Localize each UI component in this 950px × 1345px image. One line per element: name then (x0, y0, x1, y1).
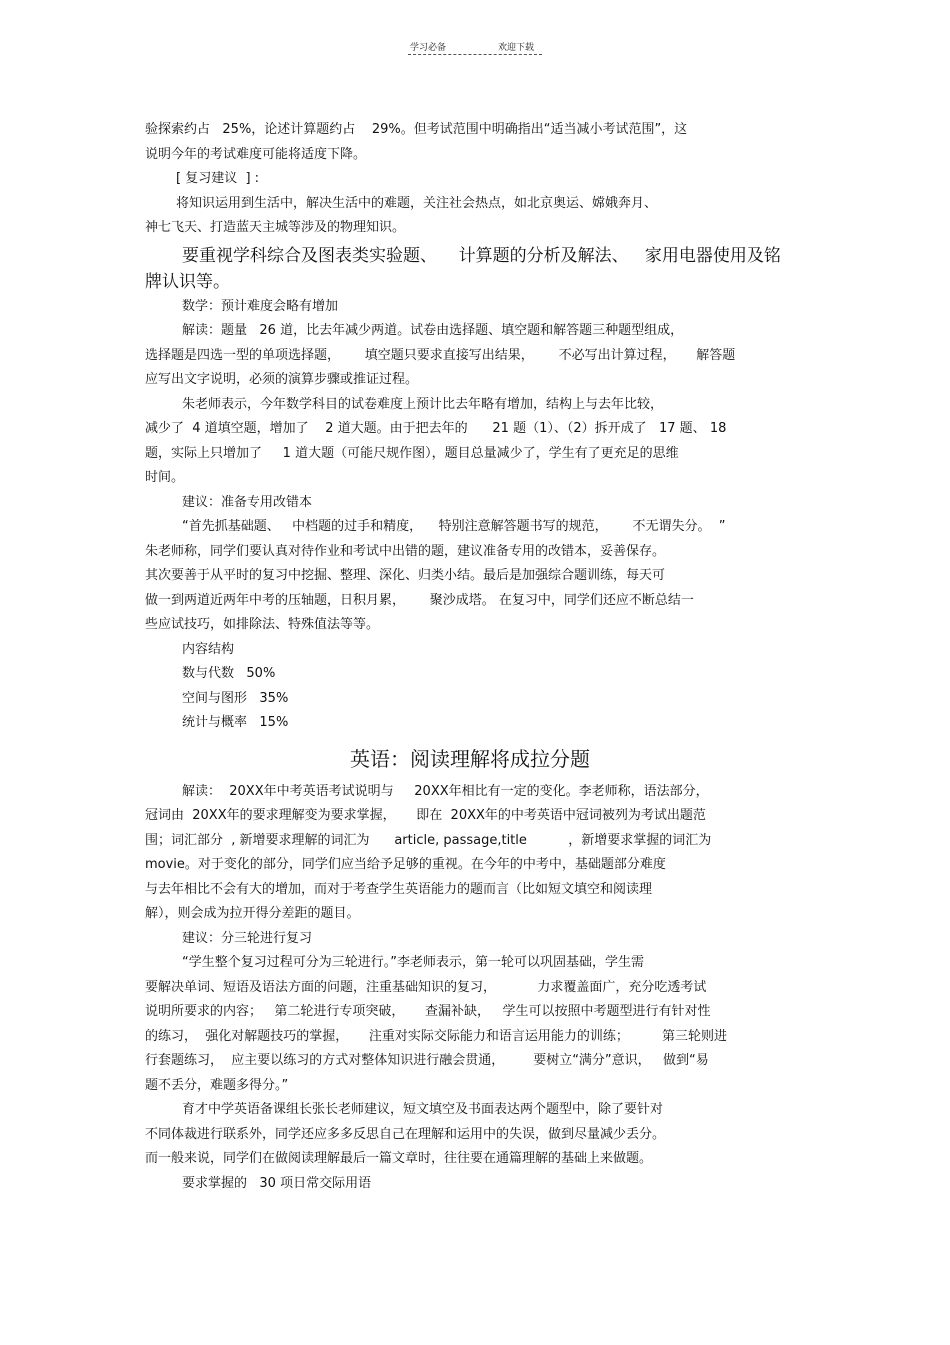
header-left-text: 学习必备 (410, 43, 447, 53)
emphasis-line: 牌认识等。 (145, 271, 230, 292)
paragraph-line: 减少了 4 道填空题，增加了 2 道大题。由于把去年的 21 题（1）、（2）拆开成了 17 题、 18 (145, 421, 727, 436)
paragraph-line: “首先抓基础题、 中档题的过手和精度， 特别注意解答题书写的规范， 不无谓失分。 ” (182, 519, 726, 534)
paragraph-line: 要求掌握的 30 项日常交际用语 (182, 1175, 372, 1191)
structure-item: 空间与图形 35% (182, 690, 289, 706)
paragraph-line: 朱老师称，同学们要认真对待作业和考试中出错的题，建议准备专用的改错本，妥善保存。 (145, 543, 666, 559)
header-divider (408, 54, 542, 55)
paragraph-line: 解），则会成为拉开得分差距的题目。 (145, 906, 360, 921)
paragraph-line: 行套题练习， 应主要以练习的方式对整体知识进行融会贯通， 要树立“满分”意识， 做到“易 (145, 1053, 709, 1068)
structure-item: 数与代数 50% (182, 666, 276, 681)
paragraph-line: 题，实际上只增加了 1 道大题（可能尺规作图），题目总量减少了，学生有了更充足的思维 (145, 445, 679, 461)
header-right-text: 欢迎下载 (498, 43, 535, 53)
paragraph-line: 冠词由 20XX年的要求理解变为要求掌握， 即在 20XX年的中考英语中冠词被列为考试出题范 (145, 808, 706, 823)
structure-item: 统计与概率 15% (182, 715, 289, 730)
paragraph-line: 与去年相比不会有大的增加，而对于考查学生英语能力的题而言（比如短文填空和阅读理 (145, 881, 653, 897)
paragraph-line: 时间。 (145, 470, 185, 485)
paragraph-line: 其次要善于从平时的复习中挖掘、整理、深化、归类小结。最后是加强综合题训练，每天可 (145, 568, 666, 583)
paragraph-line: “学生整个复习过程可分为三轮进行。”李老师表示，第一轮可以巩固基础，学生需 (182, 955, 644, 970)
paragraph-line: 将知识运用到生活中，解决生活中的难题，关注社会热点，如北京奥运、嫦娥奔月、 (176, 195, 658, 211)
paragraph-line: 的练习， 强化对解题技巧的掌握， 注重对实际交际能力和语言运用能力的训练； 第三轮则进 (145, 1028, 727, 1044)
paragraph-line: movie。对于变化的部分，同学们应当给予足够的重视。在今年的中考中，基础题部分难度 (145, 857, 666, 872)
paragraph-line: 应写出文字说明，必须的演算步骤或推证过程。 (145, 372, 419, 387)
paragraph-line: 要解决单词、短语及语法方面的问题，注重基础知识的复习， 力求覆盖面广，充分吃透考试 (145, 979, 707, 995)
paragraph-line: 神七飞天、打造蓝天主城等涉及的物理知识。 (145, 220, 406, 235)
subject-heading-math: 数学：预计难度会略有增加 (182, 298, 339, 314)
paragraph-line: 验探索约占 25%，论述计算题约占 29%。但考试范围中明确指出“适当减小考试范围”，这 (145, 122, 688, 137)
paragraph-line: 做一到两道近两年中考的压轴题，日积月累， 聚沙成塔。 在复习中，同学们还应不断总结一 (145, 592, 694, 608)
paragraph-line: 育才中学英语备课组长张长老师建议，短文填空及书面表达两个题型中，除了要针对 (182, 1102, 664, 1117)
paragraph-line: 不同体裁进行联系外，同学还应多多反思自己在理解和运用中的失误，做到尽量减少丢分。 (145, 1126, 666, 1142)
content-structure-heading: 内容结构 (182, 641, 235, 657)
emphasis-line: 要重视学科综合及图表类实验题、 计算题的分析及解法、 家用电器使用及铭 (182, 245, 781, 266)
paragraph-line: 解读：题量 26 道，比去年减少两道。试卷由选择题、填空题和解答题三种题型组成， (182, 323, 684, 338)
paragraph-line: 些应试技巧，如排除法、特殊值法等等。 (145, 617, 380, 632)
paragraph-line: 说明所要求的内容； 第二轮进行专项突破， 查漏补缺， 学生可以按照中考题型进行有针对性 (145, 1004, 711, 1019)
paragraph-line: 说明今年的考试难度可能将适度下降。 (145, 146, 367, 162)
paragraph-line: 选择题是四选一型的单项选择题， 填空题只要求直接写出结果， 不必写出计算过程， 解答题 (145, 347, 736, 363)
document-body (145, 118, 810, 1196)
paragraph-line: 而一般来说，同学们在做阅读理解最后一篇文章时，往往要在通篇理解的基础上来做题。 (145, 1151, 653, 1166)
advice-heading: 建议：分三轮进行复习 (182, 930, 313, 946)
paragraph-line: 围；词汇部分 , 新增要求理解的词汇为 article, passage,title ，新增要求掌握的词汇为 (145, 832, 712, 848)
paragraph-line: 解读： 20XX年中考英语考试说明与 20XX年相比有一定的变化。李老师称，语法部分， (182, 783, 709, 799)
english-section-title: 英语：阅读理解将成拉分题 (350, 746, 590, 771)
paragraph-line: 朱老师表示，今年数学科目的试卷难度上预计比去年略有增加，结构上与去年比较， (182, 396, 664, 412)
paragraph-line: 题不丢分，难题多得分。” (145, 1077, 289, 1093)
advice-heading: 建议：准备专用改错本 (182, 494, 313, 510)
section-label: [ 复习建议 ] : (176, 171, 260, 186)
